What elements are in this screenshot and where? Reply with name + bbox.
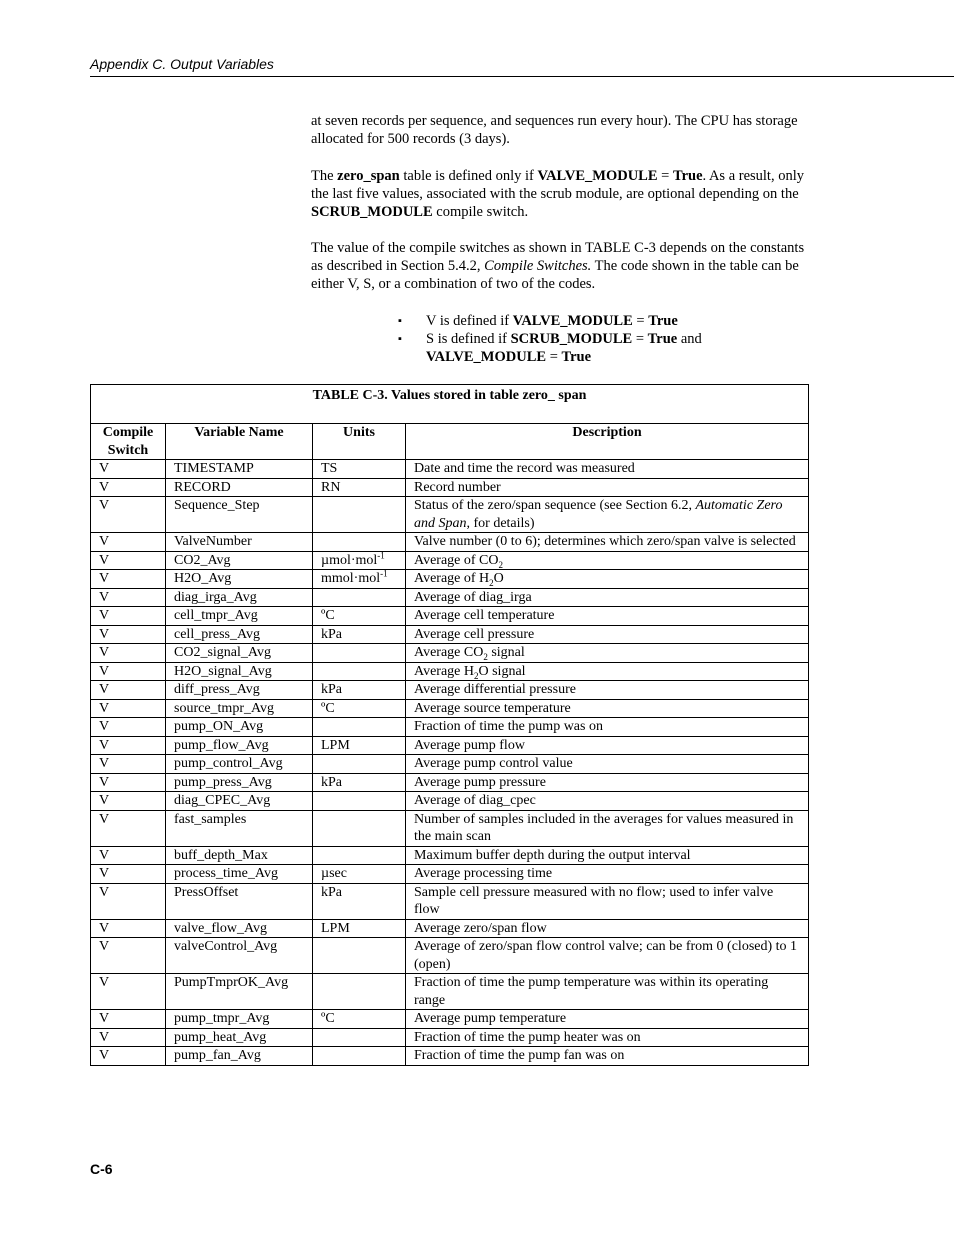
bullet-mark-icon: ▪ bbox=[398, 333, 402, 345]
description-text: Fraction of time the pump was on bbox=[414, 719, 603, 734]
p3-compile-switches: Compile Switches. bbox=[484, 258, 592, 274]
cell-description bbox=[406, 662, 809, 681]
units-superscript: -1 bbox=[377, 549, 385, 560]
cell-units bbox=[313, 974, 406, 1010]
p3-text: The code shown in the table can be either V, S, or a combination of two of the codes. bbox=[311, 258, 799, 292]
cell-units bbox=[313, 1010, 406, 1029]
p2-text: table is defined only if bbox=[399, 168, 538, 184]
table-row bbox=[91, 1047, 809, 1066]
paragraph-1: at seven records per sequence, and sequences run every hour). The CPU has storage allocated for 500 records (3 days). bbox=[311, 113, 798, 147]
cell-description bbox=[406, 810, 809, 846]
cell-variable-name: pump_flow_Avg bbox=[166, 736, 313, 755]
description-text: , for details) bbox=[466, 515, 535, 531]
description-subscript: 2 bbox=[483, 651, 488, 662]
cell-description bbox=[406, 773, 809, 792]
table-row bbox=[91, 883, 809, 919]
cell-switch: V bbox=[91, 662, 166, 681]
cell-switch: V bbox=[91, 625, 166, 644]
cell-units bbox=[313, 662, 406, 681]
description-subscript: 2 bbox=[474, 670, 479, 681]
table-row bbox=[91, 588, 809, 607]
table-body bbox=[91, 460, 809, 1066]
description-text: Average differential pressure bbox=[414, 682, 576, 697]
cell-units bbox=[313, 551, 406, 570]
cell-description bbox=[406, 1028, 809, 1047]
description-text: Average of zero/span flow control valve; can be from 0 (closed) to 1 (open) bbox=[414, 939, 798, 972]
cell-units bbox=[313, 773, 406, 792]
description-subscript: 2 bbox=[489, 577, 494, 588]
p2-true: True bbox=[672, 168, 703, 184]
cell-variable-name: process_time_Avg bbox=[166, 865, 313, 884]
cell-description bbox=[406, 497, 809, 533]
cell-variable-name: Sequence_Step bbox=[166, 497, 313, 533]
cell-description bbox=[406, 938, 809, 974]
cell-units bbox=[313, 478, 406, 497]
p2-valve-module: VALVE_MODULE bbox=[537, 168, 658, 184]
description-text: O signal bbox=[478, 663, 526, 679]
cell-variable-name: RECORD bbox=[166, 478, 313, 497]
description-text: Maximum buffer depth during the output interval bbox=[414, 847, 691, 863]
cell-description bbox=[406, 883, 809, 919]
bullet-text: V is defined if bbox=[426, 313, 513, 329]
cell-description bbox=[406, 846, 809, 865]
cell-description bbox=[406, 736, 809, 755]
cell-units bbox=[313, 736, 406, 755]
p2-text: . As a result, only the last five values, associated with the scrub module, are optional depending on the bbox=[311, 168, 804, 202]
col-header-units: Units bbox=[313, 424, 406, 460]
cell-switch: V bbox=[91, 865, 166, 884]
description-text: Average pump pressure bbox=[414, 774, 546, 790]
cell-variable-name: pump_fan_Avg bbox=[166, 1047, 313, 1066]
cell-units bbox=[313, 681, 406, 700]
table-row bbox=[91, 570, 809, 589]
units-text: TS bbox=[321, 461, 338, 476]
bullet-bold: True bbox=[647, 331, 678, 347]
description-text: Average CO bbox=[414, 645, 484, 660]
cell-switch: V bbox=[91, 607, 166, 626]
cell-units bbox=[313, 718, 406, 737]
cell-switch: V bbox=[91, 938, 166, 974]
col-header-switch: Compile Switch bbox=[91, 424, 166, 460]
cell-description bbox=[406, 588, 809, 607]
cell-switch: V bbox=[91, 792, 166, 811]
table-row bbox=[91, 755, 809, 774]
table-row bbox=[91, 938, 809, 974]
cell-switch: V bbox=[91, 533, 166, 552]
table-row bbox=[91, 551, 809, 570]
header-title: Appendix C. Output Variables bbox=[90, 56, 274, 72]
units-text: ºC bbox=[321, 608, 335, 623]
cell-description bbox=[406, 1047, 809, 1066]
cell-description bbox=[406, 755, 809, 774]
cell-units bbox=[313, 460, 406, 479]
paragraph-2 bbox=[311, 167, 811, 221]
table-row bbox=[91, 1028, 809, 1047]
cell-description bbox=[406, 974, 809, 1010]
cell-description bbox=[406, 681, 809, 700]
cell-units bbox=[313, 883, 406, 919]
cell-variable-name: pump_tmpr_Avg bbox=[166, 1010, 313, 1029]
bullet-mark-icon: ▪ bbox=[398, 315, 402, 327]
cell-units bbox=[313, 919, 406, 938]
table-row bbox=[91, 865, 809, 884]
cell-switch: V bbox=[91, 773, 166, 792]
cell-description bbox=[406, 865, 809, 884]
cell-units bbox=[313, 570, 406, 589]
p2-text: compile switch. bbox=[432, 204, 529, 220]
cell-description bbox=[406, 551, 809, 570]
table-row bbox=[91, 681, 809, 700]
description-text: Average cell temperature bbox=[414, 608, 555, 623]
cell-variable-name: PressOffset bbox=[166, 883, 313, 919]
page-header bbox=[90, 56, 954, 77]
units-text: RN bbox=[321, 479, 341, 495]
description-text: Valve number (0 to 6); determines which zero/span valve is selected bbox=[414, 534, 796, 549]
cell-units bbox=[313, 810, 406, 846]
values-table bbox=[90, 384, 809, 1066]
cell-units bbox=[313, 755, 406, 774]
description-text: Status of the zero/span sequence (see Section 6.2, bbox=[414, 498, 696, 513]
table-row bbox=[91, 644, 809, 663]
description-text: Average of diag_cpec bbox=[414, 793, 536, 808]
cell-variable-name: pump_press_Avg bbox=[166, 773, 313, 792]
cell-units bbox=[313, 1047, 406, 1066]
table-row bbox=[91, 736, 809, 755]
cell-variable-name: pump_control_Avg bbox=[166, 755, 313, 774]
cell-description bbox=[406, 1010, 809, 1029]
cell-switch: V bbox=[91, 460, 166, 479]
table-row bbox=[91, 478, 809, 497]
cell-variable-name: PumpTmprOK_Avg bbox=[166, 974, 313, 1010]
cell-switch: V bbox=[91, 1028, 166, 1047]
description-text: Fraction of time the pump fan was on bbox=[414, 1048, 625, 1063]
cell-units bbox=[313, 607, 406, 626]
cell-description bbox=[406, 625, 809, 644]
cell-switch: V bbox=[91, 1047, 166, 1066]
cell-units bbox=[313, 792, 406, 811]
cell-variable-name: H2O_signal_Avg bbox=[166, 662, 313, 681]
table-row bbox=[91, 810, 809, 846]
cell-description bbox=[406, 533, 809, 552]
table-row bbox=[91, 792, 809, 811]
table-caption: TABLE C-3. Values stored in table zero_ span bbox=[91, 385, 809, 424]
description-text: Fraction of time the pump temperature was within its operating range bbox=[414, 975, 769, 1008]
units-superscript: -1 bbox=[380, 568, 388, 579]
cell-switch: V bbox=[91, 497, 166, 533]
bullet-bold: VALVE_MODULE bbox=[426, 349, 547, 365]
table-row bbox=[91, 625, 809, 644]
cell-description bbox=[406, 478, 809, 497]
cell-switch: V bbox=[91, 644, 166, 663]
cell-variable-name: H2O_Avg bbox=[166, 570, 313, 589]
cell-units bbox=[313, 644, 406, 663]
cell-variable-name: TIMESTAMP bbox=[166, 460, 313, 479]
cell-variable-name: pump_heat_Avg bbox=[166, 1028, 313, 1047]
cell-units bbox=[313, 625, 406, 644]
cell-description bbox=[406, 570, 809, 589]
units-text: kPa bbox=[321, 774, 342, 790]
table-row bbox=[91, 773, 809, 792]
cell-variable-name: valveControl_Avg bbox=[166, 938, 313, 974]
bullet-bold: SCRUB_MODULE bbox=[510, 331, 633, 347]
description-text: Average pump control value bbox=[414, 756, 573, 771]
description-text: Average source temperature bbox=[414, 700, 571, 716]
description-text: Record number bbox=[414, 479, 501, 495]
description-text: Average H bbox=[414, 663, 474, 679]
p3-text: The value of the compile switches as shown in TABLE C-3 depends on the constants as described in Section 5.4.2, bbox=[311, 240, 805, 274]
description-text: Average processing time bbox=[414, 866, 553, 881]
bullet-text: = bbox=[632, 313, 649, 329]
table-row bbox=[91, 1010, 809, 1029]
p2-table-name: zero_span bbox=[337, 168, 400, 184]
cell-units bbox=[313, 1028, 406, 1047]
p2-text: = bbox=[657, 168, 673, 184]
units-text: mmol·mol bbox=[321, 571, 381, 586]
cell-switch: V bbox=[91, 755, 166, 774]
units-text: LPM bbox=[321, 920, 350, 936]
cell-units bbox=[313, 865, 406, 884]
cell-variable-name: valve_flow_Avg bbox=[166, 919, 313, 938]
p2-text: The bbox=[311, 168, 338, 184]
cell-variable-name: diff_press_Avg bbox=[166, 681, 313, 700]
cell-switch: V bbox=[91, 588, 166, 607]
description-text: Sample cell pressure measured with no flow; used to infer valve flow bbox=[414, 884, 774, 917]
cell-switch: V bbox=[91, 551, 166, 570]
paragraph-3 bbox=[311, 239, 811, 293]
cell-units bbox=[313, 497, 406, 533]
cell-description bbox=[406, 919, 809, 938]
description-italic: Automatic Zero and Span bbox=[414, 498, 783, 531]
description-text: Average pump flow bbox=[414, 737, 525, 753]
cell-variable-name: CO2_Avg bbox=[166, 551, 313, 570]
cell-description bbox=[406, 699, 809, 718]
description-text: Average of H bbox=[414, 571, 490, 586]
cell-units bbox=[313, 699, 406, 718]
cell-units bbox=[313, 588, 406, 607]
description-text: Average zero/span flow bbox=[414, 920, 547, 936]
description-text: Average of CO bbox=[414, 552, 499, 568]
table-row bbox=[91, 460, 809, 479]
cell-variable-name: buff_depth_Max bbox=[166, 846, 313, 865]
description-text: Date and time the record was measured bbox=[414, 461, 635, 476]
bullet-item-s bbox=[398, 330, 818, 366]
units-text: ºC bbox=[321, 700, 335, 716]
cell-variable-name: pump_ON_Avg bbox=[166, 718, 313, 737]
description-text: Number of samples included in the averages for values measured in the main scan bbox=[414, 811, 794, 844]
cell-description bbox=[406, 718, 809, 737]
table-row bbox=[91, 699, 809, 718]
bullet-text: and bbox=[677, 331, 702, 347]
description-text: signal bbox=[487, 645, 525, 660]
cell-variable-name: source_tmpr_Avg bbox=[166, 699, 313, 718]
p2-scrub-module: SCRUB_MODULE bbox=[311, 204, 433, 220]
table-row bbox=[91, 919, 809, 938]
bullet-text: S is defined if bbox=[426, 331, 511, 347]
cell-switch: V bbox=[91, 718, 166, 737]
cell-switch: V bbox=[91, 810, 166, 846]
bullet-text: = bbox=[632, 331, 648, 347]
units-text: kPa bbox=[321, 884, 342, 900]
description-text: Average cell pressure bbox=[414, 626, 535, 642]
cell-description bbox=[406, 460, 809, 479]
cell-variable-name: cell_press_Avg bbox=[166, 625, 313, 644]
table-row bbox=[91, 846, 809, 865]
units-text: µmol·mol bbox=[321, 552, 378, 568]
table-row bbox=[91, 533, 809, 552]
cell-switch: V bbox=[91, 478, 166, 497]
cell-switch: V bbox=[91, 681, 166, 700]
col-header-name: Variable Name bbox=[166, 424, 313, 460]
bullet-bold: VALVE_MODULE bbox=[512, 313, 633, 329]
description-text: Average pump temperature bbox=[414, 1011, 567, 1026]
cell-description bbox=[406, 644, 809, 663]
cell-switch: V bbox=[91, 974, 166, 1010]
cell-switch: V bbox=[91, 846, 166, 865]
cell-units bbox=[313, 938, 406, 974]
table-row bbox=[91, 607, 809, 626]
bullet-text: = bbox=[546, 349, 562, 365]
units-text: kPa bbox=[321, 626, 342, 642]
bullet-bold: True bbox=[648, 313, 678, 329]
description-subscript: 2 bbox=[498, 559, 503, 570]
units-text: ºC bbox=[321, 1011, 335, 1026]
description-text: O bbox=[493, 571, 504, 586]
cell-description bbox=[406, 792, 809, 811]
units-text: kPa bbox=[321, 682, 342, 697]
bullet-list bbox=[398, 312, 818, 366]
units-text: µsec bbox=[321, 866, 347, 881]
cell-variable-name: diag_irga_Avg bbox=[166, 588, 313, 607]
cell-switch: V bbox=[91, 919, 166, 938]
table-row bbox=[91, 718, 809, 737]
cell-variable-name: cell_tmpr_Avg bbox=[166, 607, 313, 626]
table-row bbox=[91, 662, 809, 681]
description-text: Average of diag_irga bbox=[414, 589, 532, 605]
bullet-item-v bbox=[398, 312, 818, 330]
page-number: C-6 bbox=[90, 1161, 113, 1177]
table-row bbox=[91, 497, 809, 533]
cell-variable-name: diag_CPEC_Avg bbox=[166, 792, 313, 811]
table-row bbox=[91, 974, 809, 1010]
cell-variable-name: ValveNumber bbox=[166, 533, 313, 552]
cell-units bbox=[313, 533, 406, 552]
cell-switch: V bbox=[91, 883, 166, 919]
cell-units bbox=[313, 846, 406, 865]
description-text: Fraction of time the pump heater was on bbox=[414, 1029, 641, 1045]
cell-variable-name: fast_samples bbox=[166, 810, 313, 846]
cell-switch: V bbox=[91, 1010, 166, 1029]
cell-switch: V bbox=[91, 570, 166, 589]
cell-switch: V bbox=[91, 699, 166, 718]
units-text: LPM bbox=[321, 737, 350, 753]
col-header-description: Description bbox=[406, 424, 809, 460]
cell-switch: V bbox=[91, 736, 166, 755]
cell-description bbox=[406, 607, 809, 626]
cell-variable-name: CO2_signal_Avg bbox=[166, 644, 313, 663]
bullet-bold: True bbox=[561, 349, 592, 365]
